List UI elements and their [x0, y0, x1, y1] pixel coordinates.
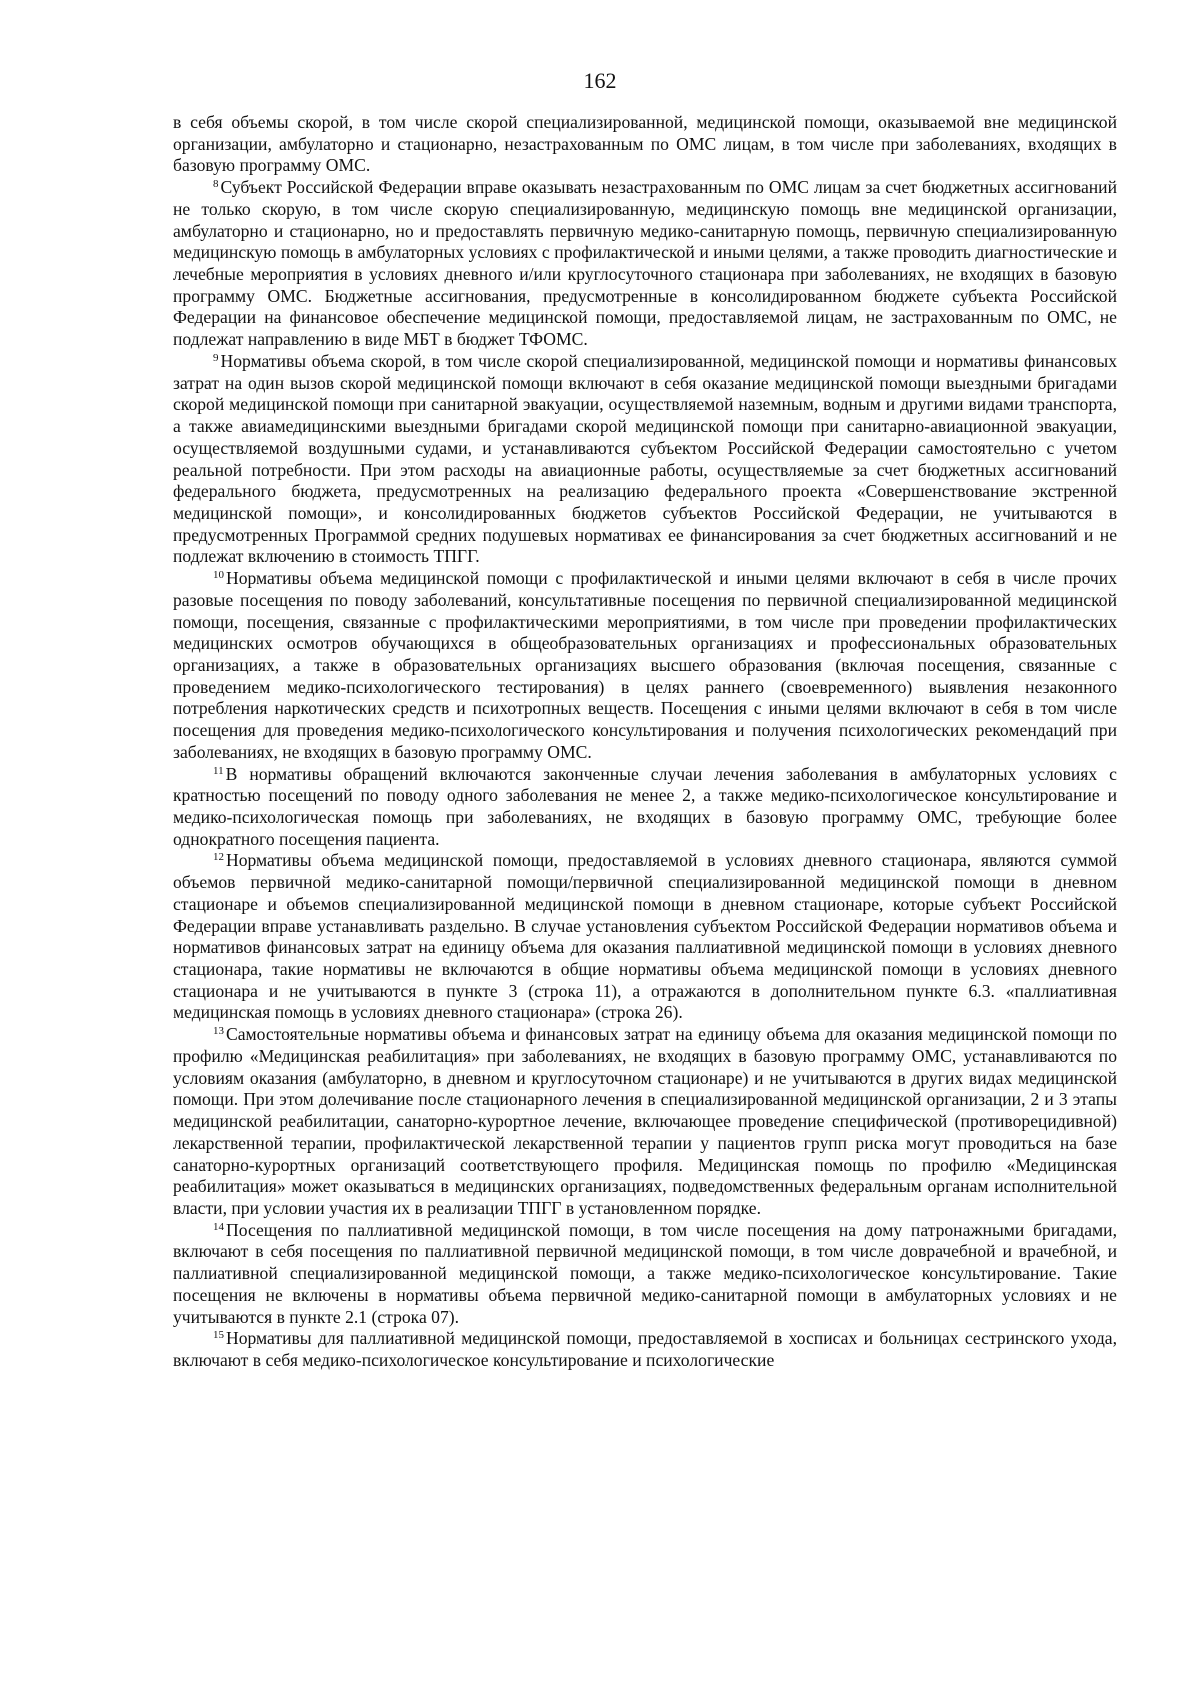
- footnote-marker: 11: [213, 764, 224, 777]
- footnote-13: [173, 1024, 1117, 1219]
- footnote-14: [173, 1220, 1117, 1329]
- footnote-9: [173, 351, 1117, 568]
- footnote-marker: 14: [213, 1220, 224, 1233]
- footnote-text: Посещения по паллиативной медицинской помощи, в том числе посещения на дому патронажными бригадами, включают в себя посещения по паллиативной первичной медицинской помощи, в том числе доврачебной и врачебной, и паллиативной специализированной медицинской помощи, а также медико-психологическое консультирование. Такие посещения не включены в нормативы объема первичной медико-санитарной помощи в амбулаторных условиях и не учитываются в пункте 2.1 (строка 07).: [173, 1219, 1117, 1327]
- footnote-text: в себя объемы скорой, в том числе скорой специализированной, медицинской помощи, оказываемой вне медицинской организации, амбулаторно и стационарно, незастрахованным по ОМС лицам, в том числе при заболеваниях, входящих в базовую программу ОМС.: [173, 112, 1117, 176]
- footnote-8: [173, 177, 1117, 351]
- footnote-text: Нормативы для паллиативной медицинской помощи, предоставляемой в хосписах и больницах сестринского ухода, включают в себя медико-психологическое консультирование и психологические: [173, 1328, 1117, 1370]
- footnote-text: В нормативы обращений включаются законченные случаи лечения заболевания в амбулаторных условиях с кратностью посещений по поводу одного заболевания не менее 2, а также медико-психологическое консультирование и медико-психологическая помощь при заболеваниях, не входящих в базовую программу ОМС, требующие более однократного посещения пациента.: [173, 763, 1117, 849]
- footnote-marker: 9: [213, 351, 219, 364]
- footnote-10: [173, 568, 1117, 763]
- footnote-marker: 12: [213, 851, 224, 864]
- footnotes-text: [173, 112, 1117, 1372]
- footnote-text: Нормативы объема скорой, в том числе скорой специализированной, медицинской помощи и нормативы финансовых затрат на один вызов скорой медицинской помощи включают в себя оказание медицинской помощи выездными бригадами скорой медицинской помощи при санитарной эвакуации, осуществляемой наземным, водным и другими видами транспорта, а также авиамедицинскими выездными бригадами скорой медицинской помощи при санитарно-авиационной эвакуации, осуществляемой воздушными судами, и устанавливаются субъектом Российской Федерации самостоятельно с учетом реальной потребности. При этом расходы на авиационные работы, осуществляемые за счет бюджетных ассигнований федерального бюджета, предусмотренных на реализацию федерального проекта «Совершенствование экстренной медицинской помощи», и консолидированных бюджетов субъектов Российской Федерации, не учитываются в предусмотренных Программой средних подушевых нормативах ее финансирования за счет бюджетных ассигнований и не подлежат включению в стоимость ТПГГ.: [173, 350, 1117, 567]
- footnote-12: [173, 850, 1117, 1024]
- footnote-text: Нормативы объема медицинской помощи с профилактической и иными целями включают в себя в числе прочих разовые посещения по поводу заболеваний, консультативные посещения по первичной специализированной медицинской помощи, посещения, связанные с профилактическими мероприятиями, в том числе при проведении профилактических медицинских осмотров обучающихся в общеобразовательных организациях и профессиональных образовательных организациях, а также в образовательных организациях высшего образования (включая посещения, связанные с проведением медико-психологического тестирования) в целях раннего (своевременного) выявления незаконного потребления наркотических средств и психотропных веществ. Посещения с иными целями включают в себя в том числе посещения для проведения медико-психологического консультирования и получения психологических рекомендаций при заболеваниях, не входящих в базовую программу ОМС.: [173, 568, 1117, 762]
- footnote-11: [173, 764, 1117, 851]
- footnote-marker: 8: [213, 178, 219, 191]
- footnote-marker: 13: [213, 1025, 224, 1038]
- footnote-text: Субъект Российской Федерации вправе оказывать незастрахованным по ОМС лицам за счет бюджетных ассигнований не только скорую, в том числе скорую специализированную, медицинскую помощь вне медицинской организации, амбулаторно и стационарно, но и предоставлять первичную медико-санитарную помощь, первичную специализированную медицинскую помощь в амбулаторных условиях с профилактической и иными целями, а также проводить диагностические и лечебные мероприятия в условиях дневного и/или круглосуточного стационара при заболеваниях, не входящих в базовую программу ОМС. Бюджетные ассигнования, предусмотренные в консолидированном бюджете субъекта Российской Федерации на финансовое обеспечение медицинской помощи, предоставляемой лицам, не застрахованным по ОМС, не подлежат направлению в виде МБТ в бюджет ТФОМС.: [173, 177, 1117, 350]
- footnote-marker: 10: [213, 569, 224, 582]
- footnote-text: Нормативы объема медицинской помощи, предоставляемой в условиях дневного стационара, являются суммой объемов первичной медико-санитарной помощи/первичной специализированной медицинской помощи в дневном стационаре и объемов специализированной медицинской помощи в дневном стационаре, которые субъект Российской Федерации вправе устанавливать раздельно. В случае установления субъектом Российской Федерации нормативов объема и нормативов финансовых затрат на единицу объема для оказания паллиативной медицинской помощи в условиях дневного стационара, такие нормативы не включаются в общие нормативы объема медицинской помощи в условиях дневного стационара и не учитываются в пункте 3 (строка 11), а отражаются в дополнительном пункте 6.3. «паллиативная медицинская помощь в условиях дневного стационара» (строка 26).: [173, 850, 1117, 1023]
- footnote-15: [173, 1328, 1117, 1371]
- footnote-marker: 15: [213, 1329, 224, 1342]
- footnote-text: Самостоятельные нормативы объема и финансовых затрат на единицу объема для оказания медицинской помощи по профилю «Медицинская реабилитация» при заболеваниях, не входящих в базовую программу ОМС, устанавливаются по условиям оказания (амбулаторно, в дневном и круглосуточном стационаре) и не учитываются в других видах медицинской помощи. При этом долечивание после стационарного лечения в специализированной медицинской организации, 2 и 3 этапы медицинской реабилитации, санаторно-курортное лечение, включающее проведение специфической (противорецидивной) лекарственной терапии, профилактической лекарственной терапии у пациентов групп риска могут проводиться на базе санаторно-курортных организаций соответствующего профиля. Медицинская помощь по профилю «Медицинская реабилитация» может оказываться в медицинских организациях, подведомственных федеральным органам исполнительной власти, при условии участия их в реализации ТПГГ в установленном порядке.: [173, 1024, 1117, 1218]
- footnote-continuation: [173, 112, 1117, 177]
- page-number: 162: [583, 68, 617, 93]
